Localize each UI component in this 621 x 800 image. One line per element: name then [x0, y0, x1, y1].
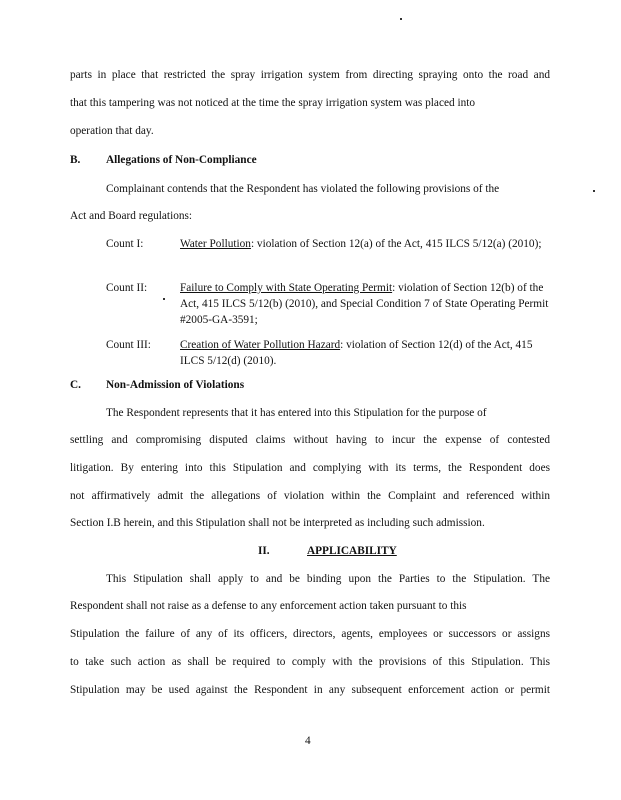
body-line: not affirmatively admit the allegations of violation within the Complaint and referenced within [70, 490, 550, 502]
section-ii-number: II. [258, 545, 270, 557]
section-b-letter: B. [70, 154, 81, 166]
body-line: Complainant contends that the Respondent has violated the following provisions of the [106, 183, 500, 195]
section-b-heading: Allegations of Non-Compliance [106, 154, 257, 166]
body-line: Stipulation may be used against the Respondent in any subsequent enforcement action or permit [70, 684, 550, 696]
body-line: that this tampering was not noticed at the time the spray irrigation system was placed into [70, 97, 476, 109]
count-label: Count I: [106, 238, 144, 250]
section-c-heading: Non-Admission of Violations [106, 379, 245, 391]
count-label: Count III: [106, 339, 151, 351]
count-title: Creation of Water Pollution Hazard [180, 339, 341, 351]
page-number: 4 [305, 735, 311, 747]
count-label: Count II: [106, 282, 148, 294]
body-line: litigation. By entering into this Stipulation and complying with its terms, the Respondent does [70, 462, 550, 474]
body-line: The Respondent represents that it has entered into this Stipulation for the purpose of [106, 407, 487, 419]
count-title: Water Pollution [180, 238, 251, 250]
count-text: Water Pollution: violation of Section 12(a) of the Act, 415 ILCS 5/12(a) (2010); [180, 238, 542, 250]
body-line: settling and compromising disputed claims without having to incur the expense of contested [70, 434, 550, 446]
body-line: operation that day. [70, 125, 154, 137]
section-ii-heading: APPLICABILITY [307, 545, 397, 557]
body-line: parts in place that restricted the spray irrigation system from directing spraying onto the road and [70, 69, 550, 81]
body-line: Stipulation the failure of any of its officers, directors, agents, employees or successors or assigns [70, 628, 550, 640]
body-line: to take such action as shall be required to comply with the provisions of this Stipulation. This [70, 656, 550, 668]
count-text: Failure to Comply with State Operating Permit: violation of Section 12(b) of the Act, 415 ILCS 5/12(b) (2010), and Special Condition 7 of State Operating Permit #2005-GA-3591; [180, 282, 549, 326]
body-line: Respondent shall not raise as a defense to any enforcement action taken pursuant to this [70, 600, 467, 612]
scan-speck [593, 190, 595, 192]
scan-speck [400, 18, 402, 20]
section-c-letter: C. [70, 379, 81, 391]
body-line: Act and Board regulations: [70, 210, 193, 222]
scan-speck [163, 298, 165, 300]
count-title: Failure to Comply with State Operating Permit [180, 282, 393, 294]
body-line: Section I.B herein, and this Stipulation shall not be interpreted as including such admission. [70, 517, 485, 529]
count-text: Creation of Water Pollution Hazard: violation of Section 12(d) of the Act, 415 ILCS 5/12(d) (2010). [180, 339, 533, 367]
body-line: This Stipulation shall apply to and be binding upon the Parties to the Stipulation. The [106, 573, 550, 585]
